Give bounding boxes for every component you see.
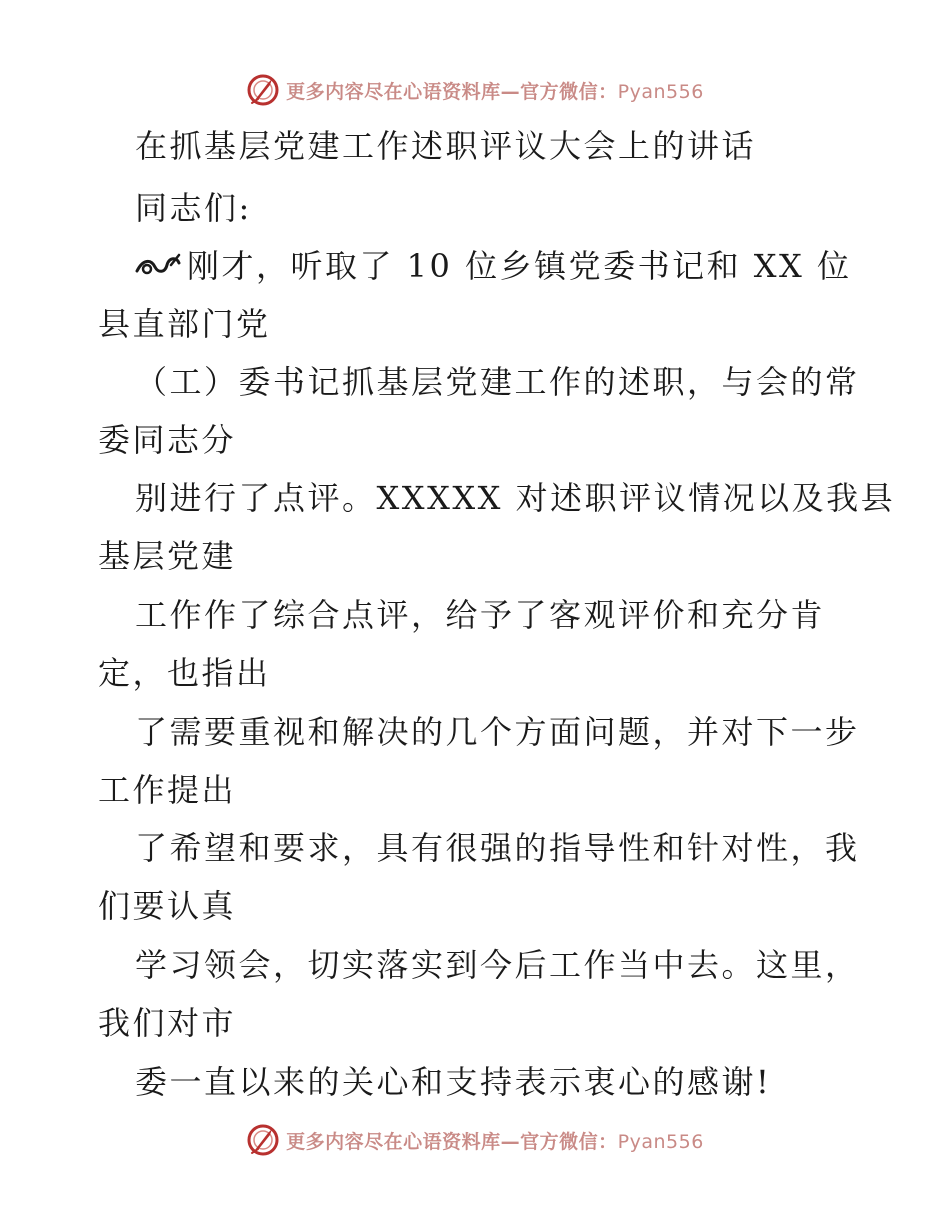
header-watermark-banner xyxy=(0,70,950,110)
paragraph-line: 我们对市 xyxy=(98,1004,237,1042)
paragraph-line: 委同志分 xyxy=(98,421,237,459)
paragraph-line: 基层党建 xyxy=(98,537,237,575)
quill-pen-logo-icon xyxy=(246,73,280,107)
paragraph-line: 工作提出 xyxy=(98,771,237,809)
paragraph-line: 刚才，听取了 10 位乡镇党委书记和 XX 位 xyxy=(135,246,851,286)
quill-pen-logo-icon xyxy=(246,1123,280,1157)
document-title: 在抓基层党建工作述职评议大会上的讲话 xyxy=(135,127,757,165)
paragraph-line: 工作作了综合点评，给予了客观评价和充分肯 xyxy=(135,596,826,634)
banner-wechat-id: Pyan556 xyxy=(617,1130,704,1153)
paragraph-line: （工）委书记抓基层党建工作的述职，与会的常 xyxy=(135,363,860,401)
banner-slogan: 更多内容尽在心语资料库—官方微信： xyxy=(286,1130,618,1153)
paragraph-line: 定，也指出 xyxy=(98,654,271,692)
paragraph-line: 委一直以来的关心和支持表示衷心的感谢! xyxy=(135,1063,772,1101)
fleuron-ornament-icon xyxy=(135,251,181,279)
banner-wechat-id: Pyan556 xyxy=(617,80,704,103)
paragraph-line: 学习领会，切实落实到今后工作当中去。这里， xyxy=(135,946,860,984)
greeting: 同志们: xyxy=(135,189,252,227)
paragraph-line: 们要认真 xyxy=(98,887,237,925)
paragraph-line: 了需要重视和解决的几个方面问题，并对下一步 xyxy=(135,713,860,751)
footer-watermark-banner xyxy=(0,1120,950,1160)
banner-slogan: 更多内容尽在心语资料库—官方微信： xyxy=(286,80,618,103)
paragraph-line: 县直部门党 xyxy=(98,305,271,343)
paragraph-line: 了希望和要求，具有很强的指导性和针对性，我 xyxy=(135,829,860,867)
paragraph-line: 别进行了点评。XXXXX 对述职评议情况以及我县 xyxy=(135,479,896,517)
